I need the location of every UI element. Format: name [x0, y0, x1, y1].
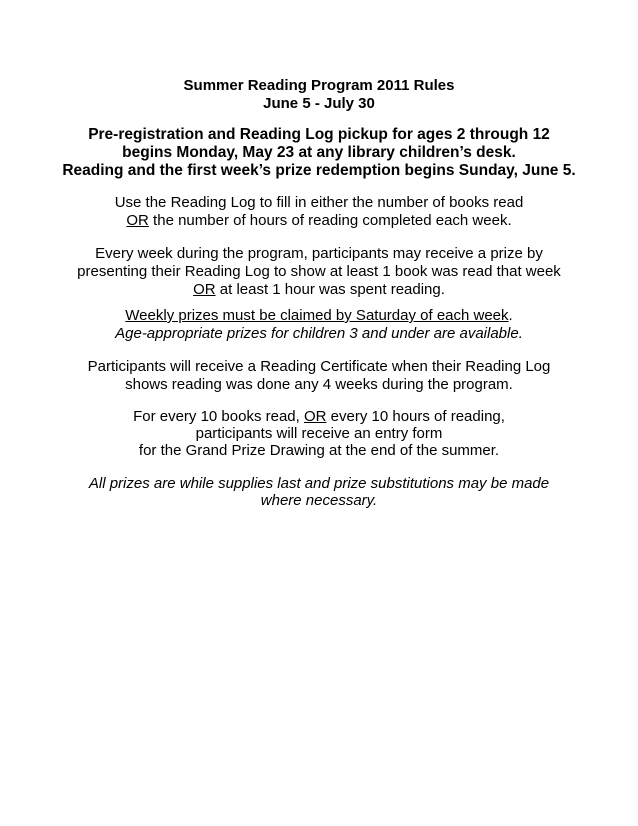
grand-prize-line-2: participants will receive an entry form	[195, 425, 443, 442]
reading-log-line-1: Use the Reading Log to fill in either the number of books read	[114, 194, 524, 211]
registration-line-2: begins Monday, May 23 at any library children’s desk.	[122, 144, 516, 161]
registration-line-1: Pre-registration and Reading Log pickup for ages 2 through 12	[88, 126, 550, 143]
claim-period: .	[508, 307, 513, 324]
grand-prize-line-1-start: For every 10 books read,	[133, 408, 304, 425]
claims-line-2: Age-appropriate prizes for children 3 and under are available.	[115, 325, 523, 342]
grand-prize-line-3: for the Grand Prize Drawing at the end of the summer.	[138, 442, 500, 459]
weekly-line-3-text: at least 1 hour was spent reading.	[215, 281, 445, 298]
claim-deadline: Weekly prizes must be claimed by Saturday of each week	[125, 307, 509, 324]
grand-prize-line-1-end: every 10 hours of reading,	[326, 408, 505, 425]
weekly-line-3	[0, 280, 638, 299]
registration-line-3: Reading and the first week’s prize redemption begins Sunday, June 5.	[62, 162, 576, 179]
certificate-line-2: shows reading was done any 4 weeks during the program.	[125, 376, 513, 393]
program-dates: June 5 - July 30	[263, 95, 375, 112]
or-emphasis: OR	[193, 281, 216, 298]
reading-log-line-2	[0, 211, 638, 230]
or-emphasis: OR	[126, 212, 149, 229]
disclaimer-line-2: where necessary.	[260, 492, 378, 509]
certificate-line-1: Participants will receive a Reading Certificate when their Reading Log	[87, 358, 551, 375]
reading-log-line-2-text: the number of hours of reading completed each week.	[148, 212, 512, 229]
document-title: Summer Reading Program 2011 Rules	[183, 77, 455, 94]
disclaimer-line-1: All prizes are while supplies last and prize substitutions may be made	[88, 475, 550, 492]
weekly-line-1: Every week during the program, participants may receive a prize by	[95, 245, 543, 262]
claims-line-1	[0, 306, 638, 325]
weekly-line-2: presenting their Reading Log to show at least 1 book was read that week	[77, 263, 561, 280]
or-emphasis: OR	[303, 408, 327, 425]
